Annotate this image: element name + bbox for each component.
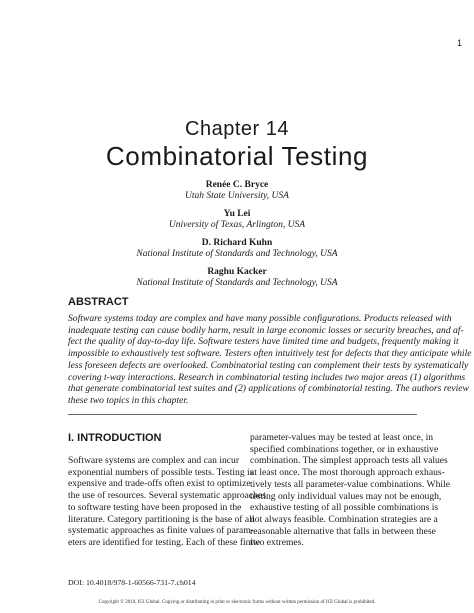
body-line: exponential numbers of possible tests. Testing is — [68, 466, 254, 478]
abstract-line: Software systems today are complex and have many possible configurations. Products released with — [68, 313, 452, 324]
author-affiliation: University of Texas, Arlington, USA — [168, 220, 306, 230]
body-line: tively tests all parameter-value combinations. While — [250, 478, 450, 490]
abstract-line: impossible to exhaustively test software. Testers often intuitively test for defects that they anticipate while — [68, 348, 472, 360]
author-name: Raghu Kacker — [207, 267, 267, 277]
body-line: expensive and trade-offs often exist to optimize — [68, 478, 251, 490]
body-line: Software systems are complex and can incur — [68, 455, 240, 466]
body-line: literature. Category partitioning is the base of all — [68, 513, 255, 525]
body-line: at least once. The most thorough approach exhaus- — [250, 467, 445, 479]
body-line: combination. The simplest approach tests all values — [250, 455, 448, 467]
author-name: Renée C. Bryce — [205, 180, 269, 190]
chapter-label: Chapter 14 — [185, 118, 289, 140]
introduction-heading: I. INTRODUCTION — [68, 432, 162, 444]
body-line: exhaustive testing of all possible combinations is — [250, 502, 439, 514]
page-number: 1 — [457, 38, 463, 48]
body-line: two extremes. — [250, 537, 304, 549]
body-line: eters are identified for testing. Each of these finite — [68, 536, 261, 548]
abstract-line: inadequate testing can cause bodily harm, result in large economic losses or security breaches, and af- — [68, 324, 464, 336]
abstract-body — [68, 313, 472, 407]
author-affiliation: Utah State University, USA — [185, 191, 289, 201]
author-list — [0, 180, 474, 296]
body-line: to software testing have been proposed in the — [68, 501, 242, 513]
author-block — [0, 180, 474, 202]
body-line: specified combinations together, or in exhaustive — [250, 443, 439, 455]
body-line: testing only individual values may not be enough, — [250, 490, 442, 502]
abstract-line: that generate combinatorial test suites and (2) applications of combinatorial testing. The authors review — [68, 383, 469, 395]
abstract-line: fect the quality of day-to-day life. Software testers have limited time and budgets, frequently making it — [68, 336, 459, 348]
abstract-heading: ABSTRACT — [68, 296, 129, 308]
copyright-notice: Copyright © 2010, IGI Global. Copying or distributing in print or electronic forms without written permission of IGI Global is prohibited. — [98, 600, 376, 605]
introduction-left-column — [68, 455, 266, 549]
author-block — [0, 209, 474, 231]
author-name: Yu Lei — [223, 209, 251, 219]
abstract-line: covering t-way interactions. Research in combinatorial testing includes two major areas (1) algorithms — [68, 371, 466, 383]
author-name: D. Richard Kuhn — [201, 238, 273, 248]
chapter-title: Combinatorial Testing — [105, 141, 369, 171]
body-line: reasonable alternative that falls in between these — [250, 525, 436, 537]
introduction-right-column — [250, 432, 450, 549]
author-affiliation: National Institute of Standards and Technology, USA — [136, 249, 338, 259]
abstract-line: less foreseen defects are overlooked. Combinatorial testing can complement their tests by systematically — [68, 359, 469, 371]
author-affiliation: National Institute of Standards and Technology, USA — [136, 278, 338, 288]
body-line: parameter-values may be tested at least once, in — [250, 432, 434, 443]
doi-line: DOI: 10.4018/978-1-60566-731-7.ch014 — [68, 578, 196, 587]
section-divider — [68, 414, 417, 415]
body-line: the use of resources. Several systematic approaches — [68, 490, 266, 502]
author-block — [0, 267, 474, 289]
abstract-line: these two topics in this chapter. — [68, 394, 189, 406]
body-line: systematic approaches as finite values of param- — [68, 525, 254, 537]
body-line: not always feasible. Combination strategies are a — [250, 513, 438, 525]
author-block — [0, 238, 474, 260]
